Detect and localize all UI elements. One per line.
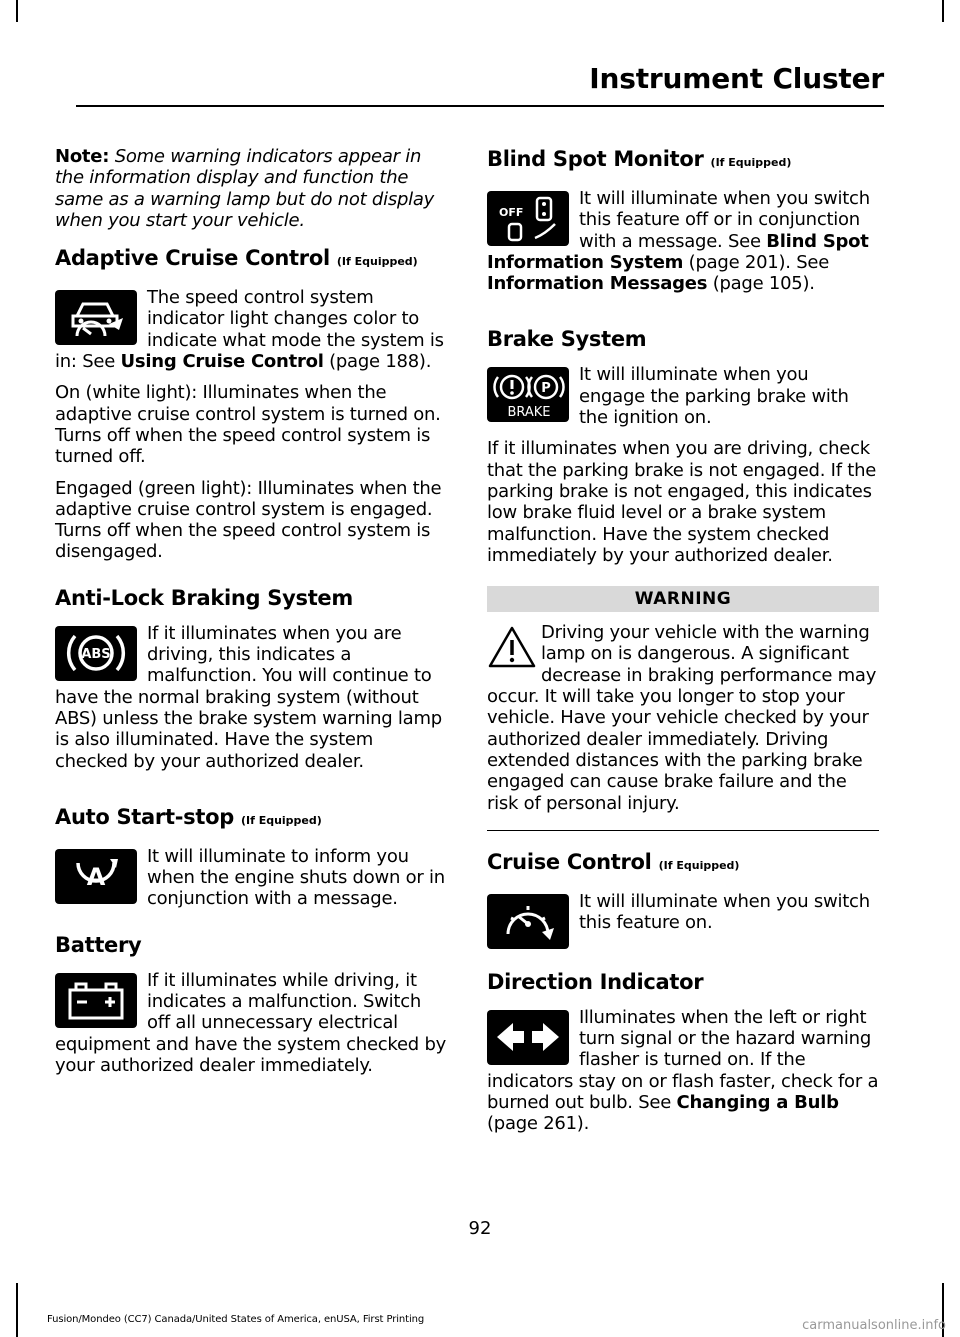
battery-icon [55,973,137,1028]
section-heading-blind-spot [487,146,879,176]
heading-text: Cruise Control [487,849,652,874]
if-equipped-label: (If Equipped) [240,813,322,827]
auto-start-stop-block [55,846,447,920]
heading-text: Blind Spot Monitor [487,147,704,171]
footer-text: Fusion/Mondeo (CC7) Canada/United States of America, enUSA, First Printing [47,1314,425,1325]
crop-mark-top-left [16,0,18,22]
warning-paragraph: Driving your vehicle with the warning lamp on is dangerous. A significant decrease in braking performance may occur. It will take you longer to stop your vehicle. Have your vehicle checked by your authorized dealer immediately. Driving extended distances with the parking brake engaged can cause brake failure and the risk of personal injury. [487,622,877,814]
section-heading-auto-start-stop [55,804,447,834]
text: Illuminates when the left or right turn signal or the hazard warning flasher is turned on. If the indicators stay on or flash faster, check for a burned out bulb. See [487,1006,879,1114]
brake-paragraph-2: If it illuminates when you are driving, check that the parking brake is not engaged. If the parking brake is not engaged, this indicates low brake fluid level or a brake system malfunction. Have the system checked immediately by your authorized dealer. [487,438,877,566]
warning-triangle-icon [487,624,537,670]
text: It will illuminate when you switch this feature off or in conjunction with a message. See [579,188,870,252]
blind-spot-icon-text: OFF [499,205,524,219]
text: The speed control system indicator light changes color to indicate what mode the system is in: See [55,287,444,373]
page-number: 92 [468,1218,492,1239]
note-text: Some warning indicators appear in the information display and function the same as a warning lamp but do not display when you start your vehicle. [55,146,435,231]
section-heading-battery: Battery [55,932,142,957]
cruise-control-paragraph: It will illuminate when you switch this feature on. [579,890,870,934]
if-equipped-label: (If Equipped) [710,156,792,169]
if-equipped-label: (If Equipped) [336,255,418,269]
blind-spot-off-icon [487,191,569,246]
text: (page 105). [707,273,815,295]
section-heading-abs: Anti-Lock Braking System [55,585,353,610]
direction-indicator-icon [487,1010,569,1065]
left-column [55,146,447,1086]
section-heading-adaptive-cruise [55,245,447,275]
battery-block [55,970,447,1086]
warning-block [487,622,879,824]
note-paragraph [55,146,447,231]
direction-indicator-block [487,1007,879,1145]
crop-mark-top-right [942,0,944,22]
text: (page 261). [487,1113,590,1135]
ref-changing-a-bulb[interactable]: Changing a Bulb [676,1092,839,1114]
note-label: Note: [55,146,110,167]
cruise-control-icon [487,894,569,949]
ref-information-messages[interactable]: Information Messages [487,273,708,295]
text: (page 188). [323,351,432,373]
ref-blind-spot-information-system[interactable]: Blind Spot Information System [487,230,869,273]
brake-warning-icon [487,367,569,422]
right-column [487,146,879,1145]
brake-block [487,364,879,438]
abs-paragraph: If it illuminates when you are driving, this indicates a malfunction. You will continue to have the normal braking system (without ABS) unless the brake system warning lamp is also illuminated. Have the system checked by your authorized dealer. [55,622,442,772]
ref-using-cruise-control[interactable]: Using Cruise Control [120,351,324,373]
adaptive-cruise-paragraph-2: On (white light): Illuminates when the adaptive cruise control system is turned on. Turns off when the speed control system is turned off. [55,382,441,468]
abs-icon-text: ABS [81,647,111,663]
brake-icon-text: BRAKE [507,404,551,420]
adaptive-cruise-paragraph-3: Engaged (green light): Illuminates when the adaptive cruise control system is engaged. Turns off when the speed control system is disengaged. [55,477,442,563]
adaptive-cruise-block [55,287,447,382]
auto-start-stop-icon [55,849,137,904]
abs-icon [55,626,137,681]
page-title: Instrument Cluster [589,62,884,95]
if-equipped-label: (If Equipped) [658,858,740,872]
heading-text: Auto Start-stop [55,804,234,829]
section-heading-brake-system: Brake System [487,327,647,352]
brake-paragraph-1: It will illuminate when you engage the parking brake with the ignition on. [579,364,849,429]
header-rule [76,105,884,107]
blind-spot-block [487,188,879,304]
svg-text:P: P [541,380,551,396]
battery-paragraph: If it illuminates while driving, it indicates a malfunction. Switch off all unnecessary electrical equipment and have the system checked by your authorized dealer immediately. [55,969,447,1076]
section-heading-cruise-control [487,849,879,879]
cruise-control-block [487,891,879,951]
watermark-text: carmanualsonline.info [802,1318,946,1333]
adaptive-cruise-icon [55,290,137,345]
warning-rule [487,830,879,831]
text: (page 201). See [683,251,830,273]
heading-text: Adaptive Cruise Control [55,246,330,271]
warning-banner: WARNING [487,586,879,612]
crop-mark-bottom-left [16,1283,18,1337]
auto-start-icon-text: A [86,863,106,892]
section-heading-direction-indicator: Direction Indicator [487,969,704,994]
auto-start-stop-paragraph: It will illuminate to inform you when the engine shuts down or in conjunction with a message. [147,845,445,910]
abs-block [55,623,447,782]
